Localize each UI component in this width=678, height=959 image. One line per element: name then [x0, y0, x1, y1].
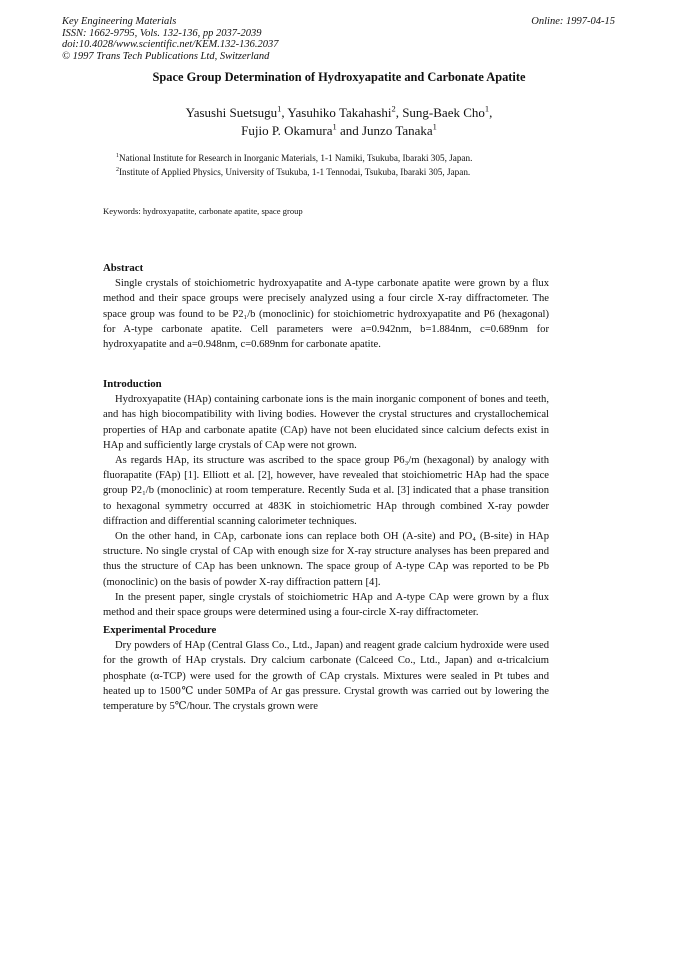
author-name: Sung-Baek Cho [402, 105, 485, 120]
journal-name: Key Engineering Materials [62, 16, 177, 27]
paper-title: Space Group Determination of Hydroxyapatite and Carbonate Apatite [152, 70, 526, 84]
author-name: Yasuhiko Takahashi [287, 105, 392, 120]
author-name: Yasushi Suetsugu [185, 105, 278, 120]
author-conjunction: and [339, 123, 359, 138]
author-name: Junzo Tanaka [361, 123, 433, 138]
copyright-line: © 1997 Trans Tech Publications Ltd, Switzerland [62, 50, 270, 62]
affiliation-text: Institute of Applied Physics, University of Tsukuba, 1-1 Tennodai, Tsukuba, Ibaraki 305, Japan. [118, 167, 471, 177]
doi-line: doi:10.4028/www.scientific.net/KEM.132-136.2037 [62, 39, 279, 50]
author-line-2 [0, 122, 678, 140]
introduction-heading: Introduction [103, 378, 162, 390]
journal-header [62, 16, 279, 62]
affil-mark: 2 [116, 166, 119, 173]
affiliation-text: National Institute for Research in Inorganic Materials, 1-1 Namiki, Tsukuba, Ibaraki 305, Japan. [118, 153, 473, 163]
author-affil-mark: 2 [391, 103, 396, 114]
abstract-paragraph: Single crystals of stoichiometric hydroxyapatite and A-type carbonate apatite were grown by a flux method and their space groups were precisely analyzed using a four circle X-ray diffractometer. The space group was found to be P2₁/b (monoclinic) for stoichiometric hydroxyapatite and P6 (hexagonal) for A-type carbonate apatite. Cell parameters were a=0.942nm, b=1.884nm, c=0.689nm for hydroxyapatite and a=0.948nm, c=0.689nm for carbonate apatite. [103, 278, 549, 351]
keywords: Keywords: hydroxyapatite, carbonate apatite, space group [103, 206, 303, 216]
experimental-heading: Experimental Procedure [103, 624, 217, 636]
abstract-section [103, 261, 549, 352]
abstract-heading: Abstract [103, 262, 144, 274]
issn-line: ISSN: 1662-9795, Vols. 132-136, pp 2037-2039 [62, 27, 262, 39]
author-list [0, 104, 678, 140]
author-affil-mark: 1 [484, 103, 490, 114]
author-line-1: Yasushi Suetsugu$^1$, Yasuhiko Takahashi$^2$, Sung-Baek Cho$^1$, [185, 103, 493, 120]
author-affil-mark: 1 [332, 121, 337, 132]
affiliations [116, 151, 472, 179]
introduction-paragraph: In the present paper, single crystals of stoichiometric HAp and A-type CAp were grown by a flux method and their space groups were determined using a four-circle X-ray diffractometer. [103, 591, 549, 619]
introduction-paragraph: As regards HAp, its structure was ascribed to the space group P6₃/m (hexagonal) by analogy with fluorapatite (FAp) [1]. Elliott et al. [2], however, have revealed that stoichiometric HAp had the space group P2₁/b (monoclinic) at room temperature. Recently Suda et al. [3] indicated that a phase transition to hexagonal symmetry occurred at 483K in stoichiometric HAp through combined X-ray powder diffraction and differential scanning calorimeter techniques. [103, 455, 549, 527]
author-affil-mark: 1 [277, 103, 282, 114]
experimental-paragraph: Dry powders of HAp (Central Glass Co., Ltd., Japan) and reagent grade calcium hydroxide were used for the growth of HAp crystals. Dry calcium carbonate (Calceed Co., Ltd., Japan) and α-tricalcium phosphate (α-TCP) were used for the growth of CAp crystals. Mixtures were sealed in Pt tubes and heated up to 1500℃ under 50MPa of Ar gas pressure. Crystal growth was carried out by lowering the temperature by 5℃/hour. The crystals grown were [103, 640, 549, 713]
introduction-paragraph: Hydroxyapatite (HAp) containing carbonate ions is the main inorganic component of bones and teeth, and has high biocompatibility with living bodies. However the crystal structures and crystallochemical properties of HAp and carbonate apatite (CAp) have not been elucidated since calcium defects exist in HAp and sufficiently large crystals of CAp were not grown. [103, 394, 549, 451]
author-affil-mark: 1 [432, 121, 437, 132]
affiliation-2 [116, 165, 472, 179]
author-name: Fujio P. Okamura [241, 123, 333, 138]
experimental-section [103, 623, 549, 714]
affil-mark: 1 [116, 152, 119, 159]
introduction-paragraph: On the other hand, in CAp, carbonate ions can replace both OH (A-site) and PO₄ (B-site) in HAp structure. No single crystal of CAp with enough size for X-ray structure analyses has been prepared and thus the structure of CAp has been unknown. The space group of A-type CAp was reported to be Pb (monoclinic) on the basis of powder X-ray diffraction pattern [4]. [103, 531, 549, 588]
online-date: Online: 1997-04-15 [531, 16, 615, 27]
affiliation-1 [116, 151, 472, 165]
introduction-section [103, 377, 549, 620]
